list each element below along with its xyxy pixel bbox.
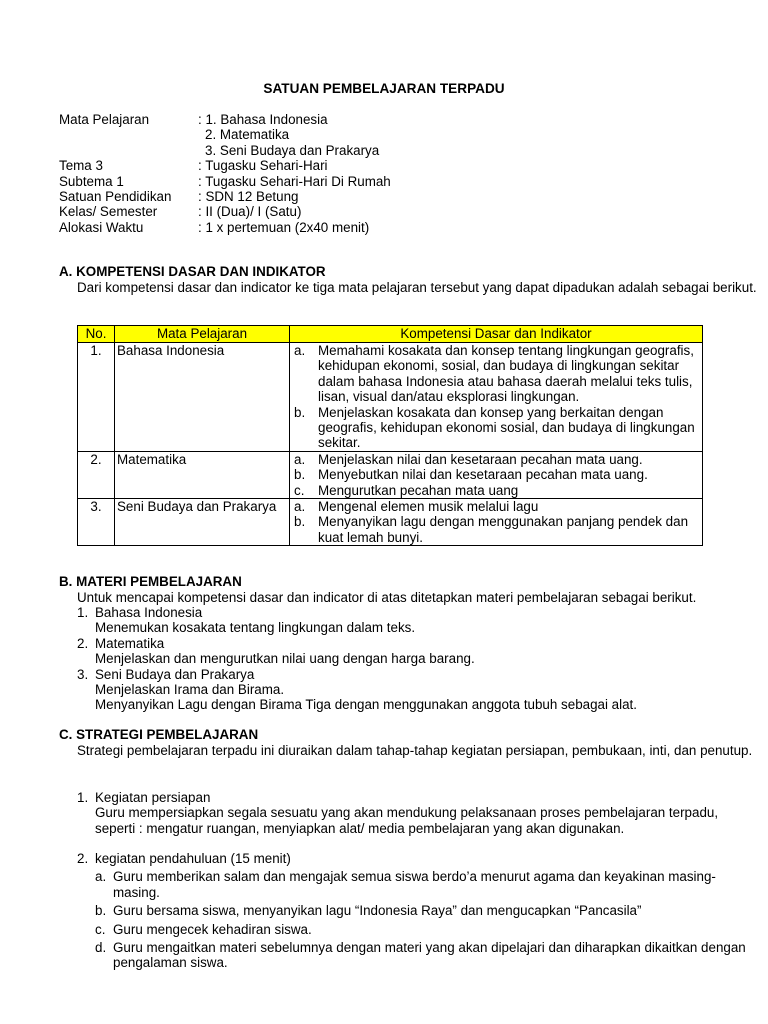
metadata-block: [59, 112, 391, 235]
item-description: Menjelaskan Irama dan Birama.: [95, 682, 285, 698]
list-item: [77, 940, 757, 971]
competency-item: [292, 483, 700, 498]
item-number: 2.: [77, 635, 89, 651]
item-text: Memahami kosakata dan konsep tentang lingkungan geografis, kehidupan ekonomi, sosial, dan budaya di lingkungan sekitar dalam bahasa Indonesia atau bahasa daerah melalui teks tulis, lisan, visual dan/atau eksplorasi lingkungan.: [318, 343, 694, 405]
table-row: [78, 499, 703, 546]
material-list: [77, 605, 757, 713]
competency-item: [292, 499, 700, 514]
meta-value: : 1 x pertemuan (2x40 menit): [198, 219, 370, 235]
meta-row-kelas: [59, 204, 391, 219]
section-c-intro: Strategi pembelajaran terpadu ini diuraikan dalam tahap-tahap kegiatan persiapan, pembukaan, inti, dan penutup.: [77, 743, 753, 758]
table-row: [78, 451, 703, 498]
competency-item: [292, 343, 700, 405]
step-number: 2.: [77, 851, 89, 866]
item-letter: c.: [95, 921, 106, 937]
meta-value: : Tugasku Sehari-Hari Di Rumah: [198, 173, 391, 189]
list-item: [77, 922, 757, 937]
list-item: [77, 851, 757, 866]
item-title: Matematika: [95, 635, 165, 651]
item-letter: a.: [294, 343, 306, 358]
meta-row-tema: [59, 158, 391, 173]
competency-item: [292, 452, 700, 467]
meta-row-mata-pelajaran: [59, 112, 391, 127]
meta-value: : Tugasku Sehari-Hari: [198, 158, 328, 174]
competency-item: [292, 405, 700, 451]
item-letter: b.: [294, 514, 306, 530]
item-title: Bahasa Indonesia: [95, 605, 203, 620]
item-text: Menjelaskan nilai dan kesetaraan pecahan mata uang.: [318, 451, 643, 467]
item-description: Menemukan kosakata tentang lingkungan dalam teks.: [95, 620, 416, 636]
meta-row-alokasi: [59, 220, 391, 235]
section-a-heading: A. KOMPETENSI DASAR DAN INDIKATOR: [59, 264, 326, 279]
row-subject: Matematika: [115, 451, 290, 498]
meta-label: Satuan Pendidikan: [59, 189, 172, 205]
section-b-intro: Untuk mencapai kompetensi dasar dan indicator di atas ditetapkan materi pembelajaran sebagai berikut.: [77, 590, 697, 605]
table-header: No.: [78, 326, 115, 343]
step-2: [77, 851, 757, 971]
table-header: Mata Pelajaran: [115, 326, 290, 343]
list-item: [77, 790, 757, 805]
step-1: [77, 790, 757, 836]
meta-value: 3. Seni Budaya dan Prakarya: [205, 142, 380, 158]
item-text: Mengurutkan pecahan mata uang: [318, 482, 519, 498]
item-letter: d.: [95, 940, 107, 956]
item-letter: a.: [294, 499, 306, 515]
meta-label: Kelas/ Semester: [59, 204, 158, 220]
item-title: Seni Budaya dan Prakarya: [95, 666, 255, 682]
item-text: Mengenal elemen musik melalui lagu: [318, 499, 539, 515]
row-competencies: [290, 451, 703, 498]
item-text: Menyanyikan lagu dengan menggunakan panjang pendek dan kuat lemah bunyi.: [318, 514, 689, 545]
list-item: [77, 605, 757, 620]
meta-label: Subtema 1: [59, 173, 124, 189]
competency-item: [292, 467, 700, 482]
step-description: Guru mempersiapkan segala sesuatu yang akan mendukung pelaksanaan proses pembelajaran terpadu, seperti : mengatur ruangan, menyiapkan alat/ media pembelajaran yang akan digunakan.: [95, 805, 719, 836]
competency-table: [77, 325, 703, 546]
meta-label: Tema 3: [59, 158, 103, 174]
list-item: [77, 667, 757, 682]
list-item: [77, 903, 757, 918]
meta-value: 2. Matematika: [205, 127, 290, 143]
item-text: Menyebutkan nilai dan kesetaraan pecahan mata uang.: [318, 467, 648, 483]
step-title: kegiatan pendahuluan (15 menit): [95, 851, 291, 866]
competency-item: [292, 514, 700, 545]
item-text: Menjelaskan kosakata dan konsep yang berkaitan dengan geografis, kehidupan ekonomi sosial, dan budaya di lingkungan sekitar.: [318, 404, 695, 451]
meta-value: : II (Dua)/ I (Satu): [198, 204, 302, 220]
section-b-heading: B. MATERI PEMBELAJARAN: [59, 574, 242, 589]
item-letter: b.: [294, 404, 306, 420]
meta-value: : SDN 12 Betung: [198, 189, 299, 205]
step-title: Kegiatan persiapan: [95, 790, 211, 805]
table-header: Kompetensi Dasar dan Indikator: [290, 326, 703, 343]
item-letter: a.: [95, 869, 107, 885]
row-number: 1.: [78, 343, 115, 452]
meta-label: Alokasi Waktu: [59, 219, 144, 235]
item-description: Menyanyikan Lagu dengan Birama Tiga dengan menggunakan anggota tubuh sebagai alat.: [95, 697, 637, 713]
item-number: 1.: [77, 605, 89, 620]
meta-row-satuan: [59, 189, 391, 204]
list-item: [77, 636, 757, 651]
row-subject: Bahasa Indonesia: [115, 343, 290, 452]
table-row: [78, 343, 703, 452]
item-letter: b.: [294, 467, 306, 483]
section-c-heading: C. STRATEGI PEMBELAJARAN: [59, 727, 259, 742]
item-description: Menjelaskan dan mengurutkan nilai uang dengan harga barang.: [95, 651, 475, 667]
document-title: SATUAN PEMBELAJARAN TERPADU: [263, 81, 505, 96]
item-letter: a.: [294, 451, 306, 467]
row-number: 2.: [78, 451, 115, 498]
meta-row-subtema: [59, 174, 391, 189]
item-text: Guru mengaitkan materi sebelumnya dengan materi yang akan dipelajari dan diharapkan dikaitkan dengan pengalaman siswa.: [113, 940, 746, 971]
section-a-intro: Dari kompetensi dasar dan indicator ke tiga mata pelajaran tersebut yang dapat dipadukan adalah sebagai berikut.: [77, 280, 757, 295]
item-letter: c.: [294, 482, 305, 498]
row-subject: Seni Budaya dan Prakarya: [115, 499, 290, 546]
item-text: Guru mengecek kehadiran siswa.: [113, 921, 312, 937]
meta-value: : 1. Bahasa Indonesia: [198, 112, 328, 127]
table-header-row: [78, 326, 703, 343]
row-number: 3.: [78, 499, 115, 546]
item-text: Guru memberikan salam dan mengajak semua siswa berdo’a menurut agama dan keyakinan masing-masing.: [113, 869, 716, 900]
step-number: 1.: [77, 790, 89, 805]
meta-label: Mata Pelajaran: [59, 112, 150, 127]
item-number: 3.: [77, 666, 89, 682]
item-text: Guru bersama siswa, menyanyikan lagu “Indonesia Raya” dan mengucapkan “Pancasila”: [113, 903, 642, 919]
row-competencies: [290, 499, 703, 546]
list-item: [77, 869, 757, 900]
row-competencies: [290, 343, 703, 452]
item-letter: b.: [95, 903, 107, 919]
